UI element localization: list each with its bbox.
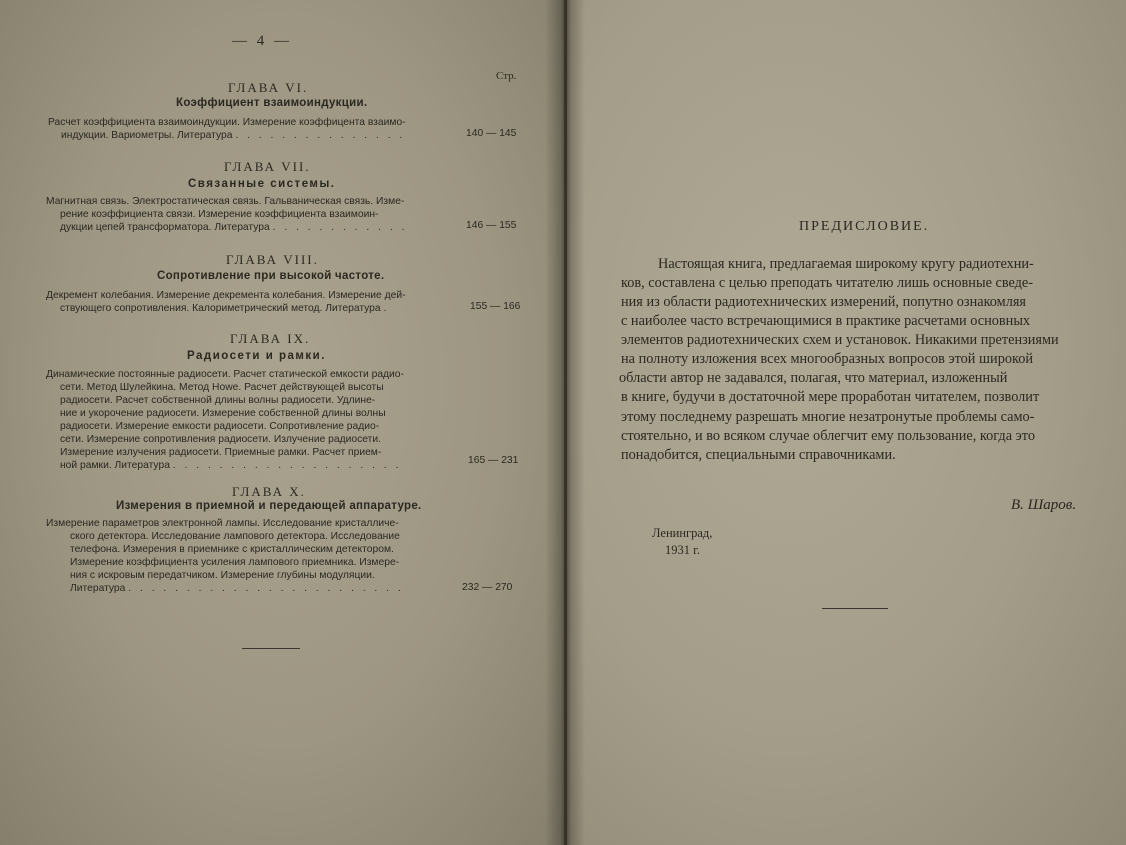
chapter-10-title: Измерения в приемной и передающей аппаратуре.: [116, 500, 422, 512]
preface-year: 1931 г.: [665, 543, 700, 557]
chapter-8-line-2: ствующего сопротивления. Калориметрический метод. Литература .: [60, 303, 387, 314]
chapter-10-line-3: телефона. Измерения в приемнике с кристаллическим детектором.: [70, 544, 394, 555]
chapter-7-line-1: Магнитная связь. Электростатическая связь. Гальваническая связь. Изме-: [46, 196, 405, 207]
book-gutter: [545, 0, 585, 845]
chapter-9-line-1: Динамические постоянные радиосети. Расчет статической емкости радио-: [46, 369, 404, 380]
preface-line-9: этому последнему разрешать многие незатронутые проблемы само-: [621, 409, 1035, 425]
chapter-7-line-3: дукции цепей трансформатора. Литература . . . . . . . . . . . .: [60, 222, 408, 233]
chapter-7-line-2: рение коэффициента связи. Измерение коэффициента взаимоин-: [60, 209, 379, 220]
preface-line-11: понадобится, специальными справочниками.: [621, 447, 896, 463]
chapter-9-line-7: Измерение излучения радиосети. Приемные рамки. Расчет прием-: [60, 447, 382, 458]
chapter-10-pages: 232 — 270: [462, 582, 513, 593]
chapter-10-heading: ГЛАВА X.: [232, 484, 306, 499]
chapter-9-line-8: ной рамки. Литература . . . . . . . . . . . . . . . . . . . .: [60, 460, 402, 471]
chapter-9-line-6: сети. Измерение сопротивления радиосети. Излучение радиосети.: [60, 434, 381, 445]
chapter-9-pages: 165 — 231: [468, 455, 519, 466]
preface-line-4: с наиболее часто встречающимися в практике расчетами основных: [621, 313, 1031, 329]
preface-line-1: Настоящая книга, предлагаемая широкому кругу радиотехни-: [658, 256, 1034, 272]
chapter-10-line-5: ния с искровым передатчиком. Измерение глубины модуляции.: [70, 570, 375, 581]
preface-line-2: ков, составлена с целью преподать читателю лишь основные сведе-: [621, 275, 1034, 291]
chapter-6-pages: 140 — 145: [466, 128, 517, 139]
preface-line-10: стоятельно, и во всяком случае облегчит ему пользование, когда это: [621, 428, 1035, 444]
chapter-9-line-4: ние и укорочение радиосети. Измерение собственной длины волны: [60, 408, 386, 419]
chapter-6-title: Коэффициент взаимоиндукции.: [176, 97, 368, 109]
preface-line-8: в книге, будучи в достаточной мере проработан читателем, позволит: [621, 389, 1040, 405]
right-page-end-rule: [822, 608, 888, 609]
chapter-9-heading: ГЛАВА IX.: [230, 331, 311, 346]
chapter-6-line-2: индукции. Вариометры. Литература . . . . . . . . . . . . . . .: [61, 130, 406, 141]
chapter-9-line-5: радиосети. Измерение емкости радиосети. Сопротивление радио-: [60, 421, 380, 432]
chapter-6-line-1: Расчет коэффициента взаимоиндукции. Измерение коэффицента взаимо-: [48, 117, 406, 128]
chapter-10-line-1: Измерение параметров электронной лампы. Исследование кристалличе-: [46, 518, 399, 529]
preface-place: Ленинград,: [652, 526, 713, 540]
preface-line-6: на полноту изложения всех многообразных вопросов этой широкой: [621, 351, 1034, 367]
chapter-9-title: Радиосети и рамки.: [187, 350, 326, 362]
preface-line-7: области автор не задавался, полагая, что материал, изложенный: [619, 370, 1008, 386]
chapter-8-title: Сопротивление при высокой частоте.: [157, 270, 385, 282]
page-number: — 4 —: [232, 33, 292, 49]
chapter-7-heading: ГЛАВА VII.: [224, 159, 311, 174]
preface-line-3: ния из области радиотехнических измерений, попутно ознакомляя: [621, 294, 1027, 310]
chapter-6-heading: ГЛАВА VI.: [228, 80, 309, 95]
preface-title: ПРЕДИСЛОВИЕ.: [799, 219, 930, 234]
chapter-9-line-2: сети. Метод Шулейкина. Метод Howe. Расчет действующей высоты: [60, 382, 384, 393]
chapter-7-title: Связанные системы.: [188, 178, 336, 190]
chapter-8-line-1: Декремент колебания. Измерение декремента колебания. Измерение дей-: [46, 290, 406, 301]
preface-line-5: элементов радиотехнических схем и установок. Никакими претензиями: [621, 332, 1059, 348]
page-column-label: Стр.: [496, 70, 517, 82]
chapter-10-line-4: Измерение коэффициента усиления лампового приемника. Измере-: [70, 557, 400, 568]
chapter-10-line-2: ского детектора. Исследование лампового детектора. Исследование: [70, 531, 400, 542]
left-page-end-rule: [242, 648, 300, 649]
chapter-8-pages: 155 — 166: [470, 301, 521, 312]
preface-signature: В. Шаров.: [1011, 497, 1077, 513]
chapter-7-pages: 146 — 155: [466, 220, 517, 231]
chapter-8-heading: ГЛАВА VIII.: [226, 252, 319, 267]
chapter-10-line-6: Литература . . . . . . . . . . . . . . . . . . . . . . . .: [70, 583, 404, 594]
chapter-9-line-3: радиосети. Расчет собственной длины волны радиосети. Удлине-: [60, 395, 376, 406]
